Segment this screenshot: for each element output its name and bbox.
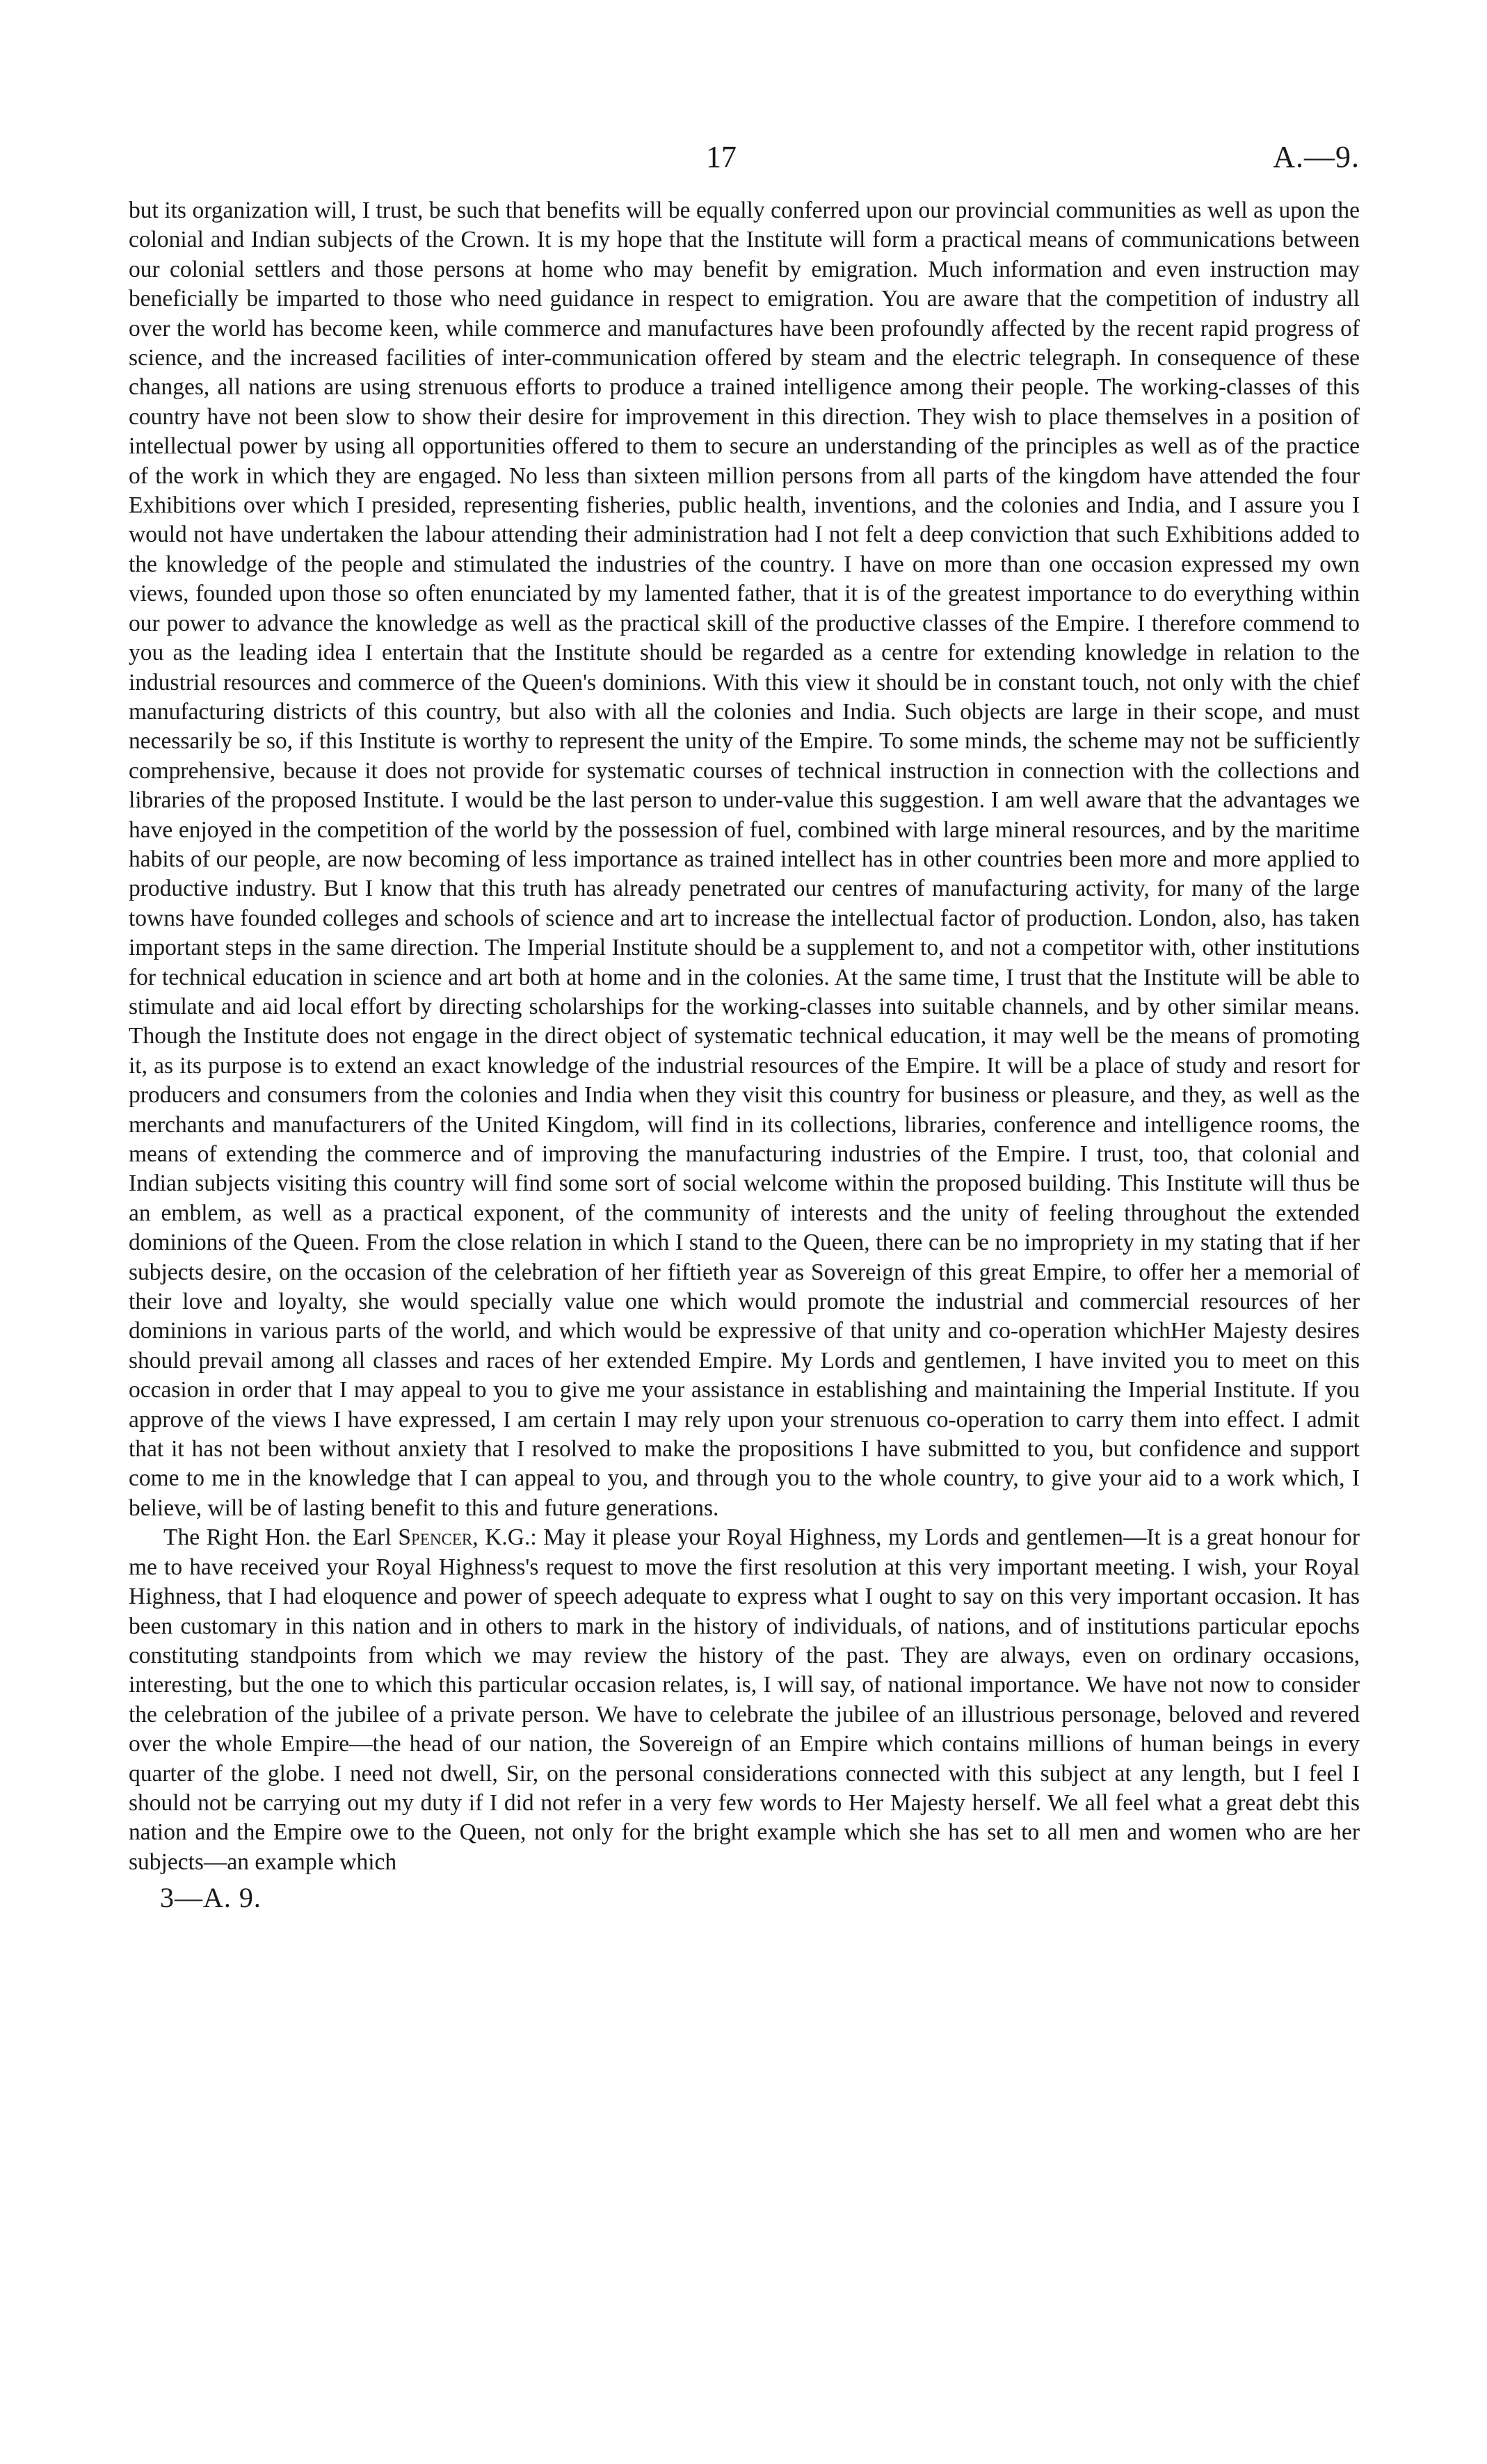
document-page	[129, 139, 1360, 1914]
speaker-prefix: The Right Hon. the Earl	[163, 1524, 399, 1551]
page-number: 17	[706, 140, 737, 174]
speech-text: May it please your Royal Highness, my Lords and gentlemen—It is a great honour for me to have received your Royal Highness's request to move the first resolution at this very important meeting. I wish, your Royal Highness, that I had eloquence and power of speech adequate to express what I ought to say on this very important occasion. It has been customary in this nation and in others to mark in the history of individuals, of nations, and of institutions particular epochs constituting standpoints from which we may review the history of the past. They are always, even on ordinary occasions, interesting, but the one to which this particular occasion relates, is, I will say, of national importance. We have not now to consider the celebration of the jubilee of a private person. We have to celebrate the jubilee of an illustrious personage, beloved and revered over the whole Empire—the head of our nation, the Sovereign of an Empire which contains millions of human beings in every quarter of the globe. I need not dwell, Sir, on the personal considerations connected with this subject at any length, but I feel I should not be carrying out my duty if I did not refer in a very few words to Her Majesty herself. We all feel what a great debt this nation and the Empire owe to the Queen, not only for the bright example which she has set to all men and women who are her subjects—an example which	[129, 1524, 1360, 1875]
paragraph-continuation: but its organization will, I trust, be such that benefits will be equally conferred upon our provincial communities as well as upon the colonial and Indian subjects of the Crown. It is my hope that the Institute will form a practical means of communications between our colonial settlers and those persons at home who may benefit by emigration. Much information and even instruction may beneficially be imparted to those who need guidance in respect to emigration. You are aware that the competition of industry all over the world has become keen, while commerce and manufactures have been profoundly affected by the recent rapid progress of science, and the increased facilities of inter-communication offered by steam and the electric telegraph. In consequence of these changes, all nations are using strenuous efforts to produce a trained intelligence among their people. The working-classes of this country have not been slow to show their desire for improvement in this direction. They wish to place themselves in a position of intellectual power by using all opportunities offered to them to secure an understanding of the principles as well as of the practice of the work in which they are engaged. No less than sixteen million persons from all parts of the kingdom have attended the four Exhibitions over which I presided, representing fisheries, public health, inventions, and the colonies and India, and I assure you I would not have undertaken the labour attending their administration had I not felt a deep conviction that such Exhibitions added to the knowledge of the people and stimulated the industries of the country. I have on more than one occasion expressed my own views, founded upon those so often enunciated by my lamented father, that it is of the greatest importance to do everything within our power to advance the knowledge as well as the practical skill of the productive classes of the Empire. I therefore commend to you as the leading idea I entertain that the Institute should be regarded as a centre for extending knowledge in relation to the industrial resources and commerce of the Queen's dominions. With this view it should be in constant touch, not only with the chief manufacturing districts of this country, but also with all the colonies and India. Such objects are large in their scope, and must necessarily be so, if this Institute is worthy to represent the unity of the Empire. To some minds, the scheme may not be sufficiently comprehensive, because it does not provide for systematic courses of technical instruction in connection with the collections and libraries of the proposed Institute. I would be the last person to under-value this suggestion. I am well aware that the advantages we have enjoyed in the competition of the world by the possession of fuel, combined with large mineral resources, and by the maritime habits of our people, are now becoming of less importance as trained intellect has in other countries been more and more applied to productive industry. But I know that this truth has already penetrated our centres of manufacturing activity, for many of the large towns have founded colleges and schools of science and art to increase the intellectual factor of production. London, also, has taken important steps in the same direction. The Imperial Institute should be a supplement to, and not a competitor with, other institutions for technical education in science and art both at home and in the colonies. At the same time, I trust that the Institute will be able to stimulate and aid local effort by directing scholarships for the working-classes into suitable channels, and by other similar means. Though the Institute does not engage in the direct object of systematic technical education, it may well be the means of promoting it, as its purpose is to extend an exact knowledge of the industrial resources of the Empire. It will be a place of study and resort for producers and consumers from the colonies and India when they visit this country for business or pleasure, and they, as well as the merchants and manufacturers of the United Kingdom, will find in its collections, libraries, conference and intelligence rooms, the means of extending the commerce and of improving the manufacturing industries of the Empire. I trust, too, that colonial and Indian subjects visiting this country will find some sort of social welcome within the proposed building. This Institute will thus be an emblem, as well as a practical exponent, of the community of interests and the unity of feeling throughout the extended dominions of the Queen. From the close relation in which I stand to the Queen, there can be no impropriety in my stating that if her subjects desire, on the occasion of the celebration of her fiftieth year as Sovereign of this great Empire, to offer her a memorial of their love and loyalty, she would specially value one which would promote the industrial and commercial resources of her dominions in various parts of the world, and which would be expressive of that unity and co-operation whichHer Majesty desires should prevail among all classes and races of her extended Empire. My Lords and gentlemen, I have invited you to meet on this occasion in order that I may appeal to you to give me your assistance in establishing and maintaining the Imperial Institute. If you approve of the views I have expressed, I am certain I may rely upon your strenuous co-operation to carry them into effect. I admit that it has not been without anxiety that I resolved to make the propositions I have submitted to you, but confidence and support come to me in the knowledge that I can appeal to you, and through you to the whole country, to give your aid to a work which, I believe, will be of lasting benefit to this and future generations.	[129, 198, 1360, 1521]
paragraph-spencer-speech	[129, 1523, 1360, 1877]
printer-signature: 3—A. 9.	[160, 1882, 262, 1914]
page-header	[129, 139, 1360, 188]
body-text	[129, 196, 1360, 1877]
speaker-suffix: , K.G.:	[472, 1524, 537, 1551]
speaker-name: Spencer	[398, 1524, 473, 1551]
document-reference: A.—9.	[1273, 140, 1360, 174]
